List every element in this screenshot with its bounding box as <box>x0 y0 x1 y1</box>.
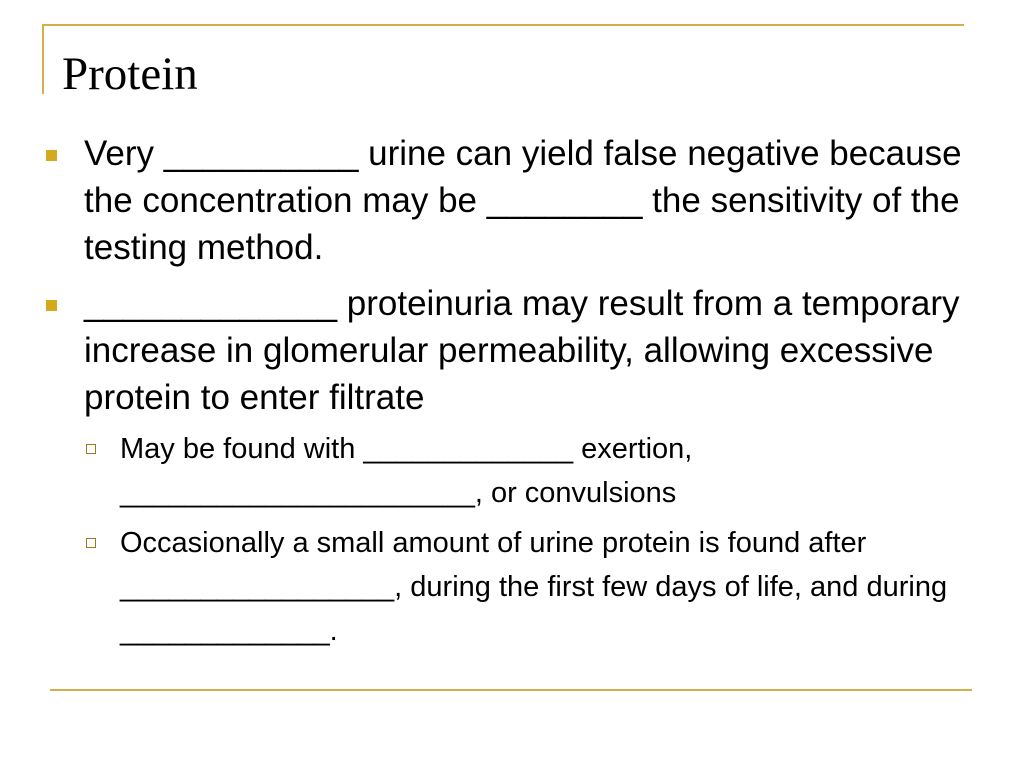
sub-bullet-list <box>84 427 1000 653</box>
slide-title: Protein <box>62 48 198 100</box>
bottom-accent-line <box>50 689 972 691</box>
bullet-text: _____________ proteinuria may result from a temporary increase in glomerular permeability, allowing excessive protein to enter filtrate <box>84 284 960 417</box>
bullet-text: Very __________ urine can yield false negative because the concentration may be ________ the sensitivity of the testing method. <box>84 134 962 267</box>
slide-content <box>44 130 1000 662</box>
sub-bullet-text: May be found with _____________ exertion, ______________________, or convulsions <box>120 433 693 509</box>
filled-square-bullet-icon <box>46 300 57 311</box>
bullet-item <box>44 280 1000 653</box>
hollow-square-bullet-icon <box>86 538 96 548</box>
top-accent-line <box>42 24 964 26</box>
filled-square-bullet-icon <box>46 150 57 161</box>
sub-bullet-text: Occasionally a small amount of urine protein is found after _________________, during the first few days of life, and during _____________. <box>120 527 948 647</box>
bullet-item <box>44 130 1000 271</box>
sub-bullet-item <box>84 427 1000 515</box>
left-accent-line <box>42 24 44 94</box>
hollow-square-bullet-icon <box>86 444 96 454</box>
sub-bullet-item <box>84 521 1000 653</box>
